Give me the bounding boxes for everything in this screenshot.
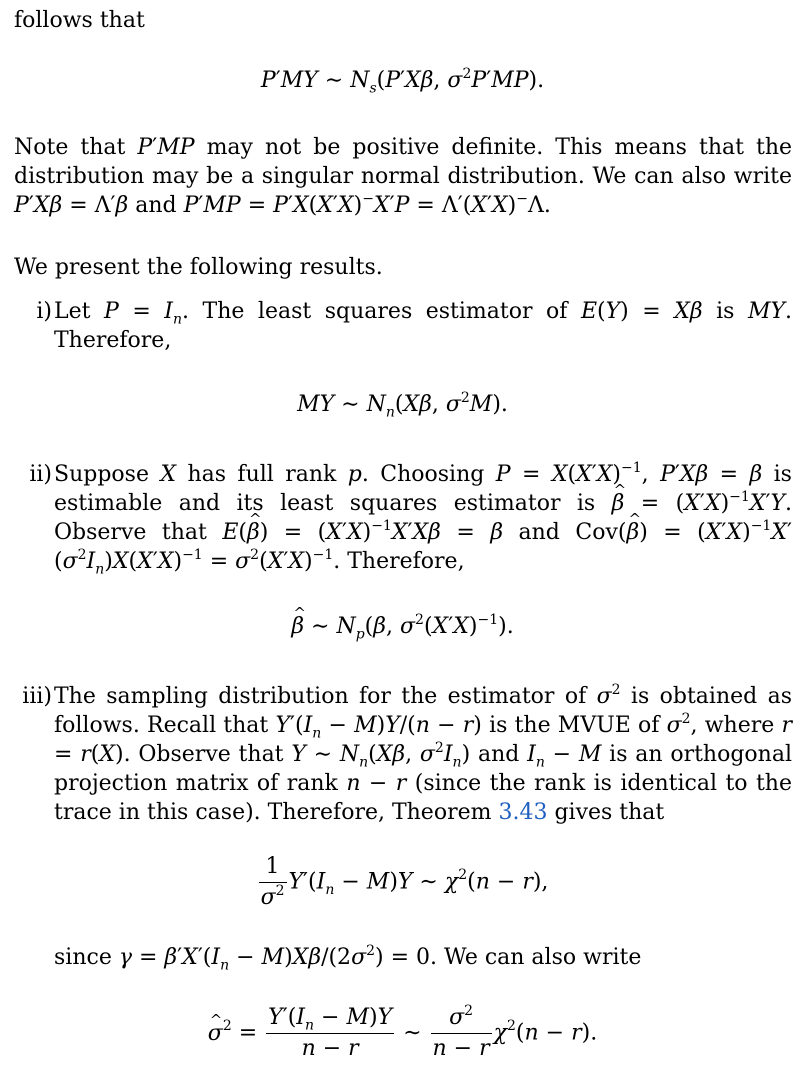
fraction-sigma2-over-df: $\frac{\sigma^2}{n - r}$: [432, 1002, 490, 1061]
fraction-one-over-sigma2: $\frac{1}{\sigma^2}$: [260, 854, 285, 910]
equation-distribution-pmy: P′MY ∼ $N_s(P'X\beta$, $\sigma^2P'MP$).: [260, 65, 545, 97]
item-label-ii: ii): [29, 462, 52, 487]
item-label-i: i): [36, 299, 52, 324]
equation-sigma-hat: ^ $\sigma^2$ = $\frac{Y'(I_n - M)Y}{n - r}$ ∼ $\frac{\sigma^2}{n - r}$ $\chi^2(n - r)$.: [0, 1003, 805, 1064]
item-label-iii: iii): [22, 684, 52, 709]
item-text-ii: Suppose X has full rank p. Choosing $P = X(X'X)^{-1}$, P′Xβ = β is estimable and its least squares estimator is ^ $\beta = (X'X)^{-1}X'Y$. Observe that E(^ $\beta) = (X'X)^{-1}X'X\beta = \beta$ and Cov(^ $\beta) = (X'X)^{-1}X'(\sigma^2I_n)X(X'X)^{-1} = \sigma^2(X'X)^{-1}$. Therefore,: [54, 460, 792, 576]
paragraph-note: Note that P′MP may not be positive definite. This means that the distribution may be a singular normal distribution. We can also write P′Xβ = Λ′β and P′MP = P′X(X′X)−X′P = Λ′(X′X)−Λ.: [14, 135, 793, 218]
fraction-sse-over-df: $\frac{Y'(I_n - M)Y}{n - r}$: [268, 1005, 393, 1061]
text-follows-that: follows that: [14, 8, 145, 33]
item-text-iii: The sampling distribution for the estimator of $\sigma^2$ is obtained as follows. Recall that $Y'(I_n - M)Y/(n - r)$ is the MVUE of $\sigma^2$, where r = r(X). Observe that Y ∼ $N_n(X\beta$, $\sigma^2I_n$) and $I_n - M$ is an orthogonal projection matrix of rank n − r (since the rank is identical to the trace in this case). Therefore, Theorem 3.43 gives that: [54, 681, 792, 825]
equation-distribution-my: MY ∼ $N_n(X\beta$, $\sigma^2M$).: [297, 389, 508, 421]
text-we-present: We present the following results.: [14, 255, 383, 280]
equation-chi-square: $\frac{1}{\sigma^2}$ $Y'(I_n - M)Y$ ∼ $\chi^2(n - r)$,: [0, 852, 805, 913]
equation-distribution-beta-hat: ^ β ∼ $N_p(\beta$, $\sigma^2(X'X)^{-1}$).: [0, 612, 805, 641]
theorem-link[interactable]: 3.43: [498, 800, 548, 825]
text-since-gamma: since $\gamma = \beta'X'(I_n - M)X\beta/(2\sigma^2) = 0$. We can also write: [54, 942, 642, 974]
item-text-i: Let $P = I_n$. The least squares estimator of E(Y) = Xβ is MY. Therefore,: [54, 299, 793, 353]
